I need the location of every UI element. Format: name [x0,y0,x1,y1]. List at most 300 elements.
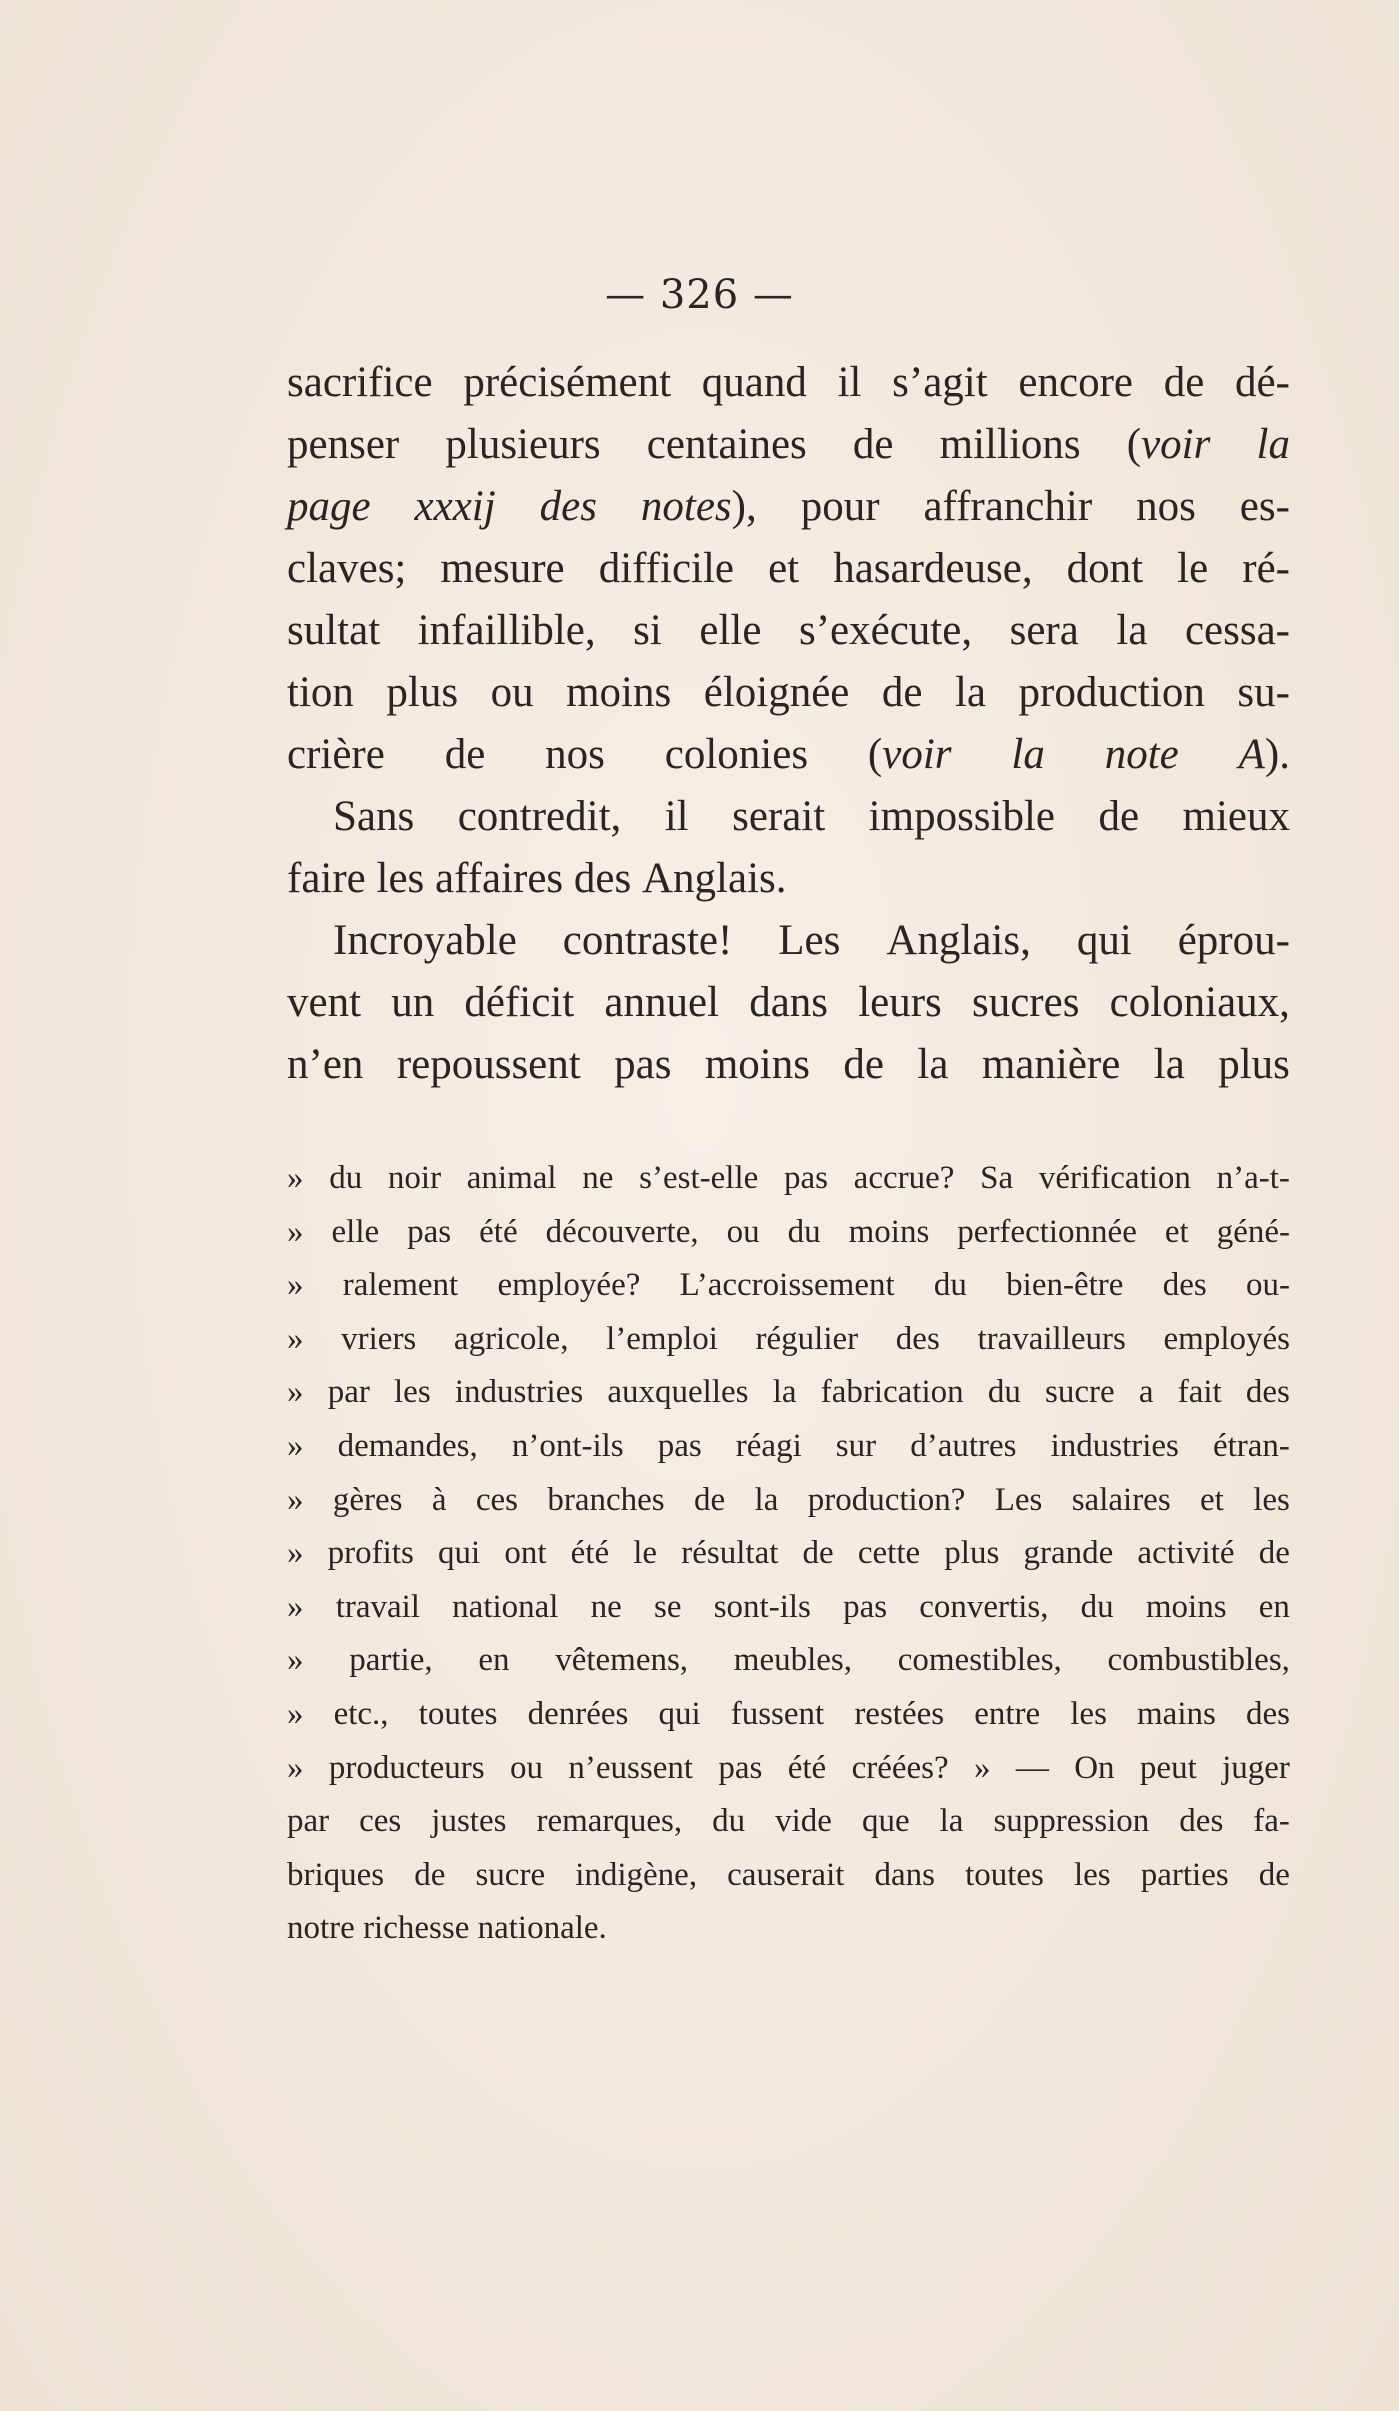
word [287,538,406,600]
italic-text: xxxij [414,483,496,530]
text: quand [701,359,807,406]
footnote-text-block [287,1152,1290,1956]
word [1235,352,1290,414]
text: ou [726,1213,760,1250]
word [454,1313,569,1367]
text: de [414,1856,446,1893]
word [582,1152,613,1206]
word [1140,1742,1197,1796]
word [808,1474,966,1528]
word [1164,1313,1290,1367]
text: » [287,1642,304,1679]
word [287,1420,304,1474]
word [566,662,671,724]
footnote-line [287,1849,1290,1903]
word [419,1688,498,1742]
text: n’a-t- [1216,1160,1290,1196]
text: causerait [727,1856,845,1893]
word [1018,352,1133,414]
main-text-line [287,662,1290,724]
word [1070,1688,1107,1742]
footnote-line [287,1420,1290,1474]
word [287,1902,355,1956]
text: sultat [287,607,381,654]
text: ces [475,1481,519,1518]
text: fa- [1253,1803,1290,1840]
word [478,1634,509,1688]
word [665,724,808,786]
text: de [1163,359,1205,406]
word [1178,910,1290,972]
word [838,352,862,414]
text: sucre [475,1856,546,1893]
text: les [1073,1856,1111,1893]
word [957,1206,1137,1260]
word [287,414,399,476]
text: résultat [681,1535,779,1572]
word [1067,538,1143,600]
word [607,1366,748,1420]
text: fait [1177,1374,1222,1411]
footnote-line [287,1313,1290,1367]
word [475,1849,545,1903]
word [1110,972,1290,1034]
word [1105,724,1179,786]
text: n’ont-ils [511,1427,624,1464]
word [1246,1688,1290,1742]
text: moins [848,1213,930,1250]
word [639,1152,758,1206]
text: comestibles, [897,1642,1062,1679]
text: ( [1126,421,1142,468]
word [1137,1688,1216,1742]
text: d’autres [910,1427,1017,1464]
text: s’exécute, [798,607,973,654]
word [773,1366,797,1420]
footnote-line [287,1206,1290,1260]
word [1246,1259,1290,1313]
word [394,1366,431,1420]
word [1077,910,1132,972]
main-text-line [287,910,1290,972]
text: pas [718,1749,763,1786]
text: mieux [1182,793,1290,840]
word [980,1152,1013,1206]
text: pas [843,1588,888,1625]
text: de [694,1481,726,1518]
main-text-line [287,1034,1290,1096]
text: du [1080,1588,1114,1625]
text: moins [566,669,672,716]
text: sont-ils [713,1588,811,1625]
word [568,1742,693,1796]
text: été [479,1213,518,1250]
text: production? [807,1481,966,1518]
word [1081,1581,1114,1635]
word [641,476,757,538]
text: toutes [965,1856,1044,1893]
word [287,1795,329,1849]
word [940,1795,964,1849]
text: vide [775,1803,832,1840]
word [287,1313,304,1367]
word [1011,724,1044,786]
text: grande [1023,1535,1114,1572]
word [604,972,719,1034]
text: il [664,793,689,840]
word [575,1849,697,1903]
text: richesse [363,1910,470,1947]
text: sur [835,1427,877,1464]
word [988,1366,1021,1420]
text: hasardeuse, [833,545,1033,592]
text: de [843,1041,884,1088]
word [718,1742,762,1796]
word [1016,1742,1049,1796]
word [476,1474,518,1528]
word [1006,1259,1123,1313]
word [654,1581,682,1635]
text: remarques, [536,1803,683,1840]
word [869,786,1055,848]
word [386,662,458,724]
main-text-line [287,476,1290,538]
text: sacrifice [287,359,433,406]
text: ou [490,669,534,716]
word [1074,1742,1114,1796]
text: tion [287,669,354,716]
text: dont [1066,545,1144,592]
text: de [444,731,486,778]
word [1257,414,1290,476]
word [712,1795,745,1849]
text: la [939,1803,964,1840]
text: cessa- [1184,607,1290,654]
word [910,1420,1016,1474]
word [287,1742,304,1796]
word [1023,1527,1113,1581]
text: indigène, [575,1856,698,1893]
word [694,1474,725,1528]
word [923,476,1092,538]
text: demandes, [337,1427,478,1464]
word [338,1420,478,1474]
text: s’est-elle [639,1160,759,1196]
word [993,1795,1149,1849]
main-text-line [287,786,1290,848]
text: plus [386,669,459,716]
text: colonies [664,731,809,778]
text: ). [1264,731,1290,778]
main-text-line [287,724,1290,786]
text: de [1258,1535,1290,1572]
text: repoussent [396,1041,581,1088]
main-text-line [287,848,1290,910]
word [704,662,850,724]
text: es- [1239,483,1290,530]
word [1164,352,1205,414]
footnote-line [287,1902,1290,1956]
word [438,1527,480,1581]
text: ), [731,483,757,530]
word [965,1849,1044,1903]
text: la [917,1041,949,1088]
text: restées [854,1695,945,1732]
text: contraste! [562,917,733,964]
text: employés [1163,1320,1290,1357]
text: On [1074,1749,1115,1786]
word [1137,1527,1234,1581]
word [1259,1527,1290,1581]
word [768,538,799,600]
text: vérification [1038,1160,1191,1196]
text: partie, [349,1642,433,1679]
word [788,1742,826,1796]
word [287,1259,304,1313]
word [727,1206,760,1260]
word [862,1795,910,1849]
word [287,600,380,662]
italic-text: la [1256,421,1290,468]
text: géné- [1216,1213,1290,1250]
word [333,910,517,972]
text: vriers [341,1320,417,1357]
text: ré- [1242,545,1290,592]
word [334,1688,389,1742]
word [1246,1366,1290,1420]
word [545,724,605,786]
word [1239,724,1290,786]
word [1127,414,1211,476]
text: entre [974,1695,1041,1732]
word [287,724,385,786]
word [1116,600,1147,662]
word [504,1527,546,1581]
word [1146,1581,1227,1635]
word [1136,476,1196,538]
text: » [287,1427,304,1464]
text: cette [857,1535,921,1572]
word [821,1366,964,1420]
text: » [287,1588,304,1625]
word [977,1313,1125,1367]
text: moins [1145,1588,1227,1625]
word [388,1152,441,1206]
word [287,972,361,1034]
word [287,1152,304,1206]
word [1240,476,1290,538]
word [647,414,807,476]
word [1139,1366,1154,1420]
text: elle [331,1213,380,1250]
text: industries [454,1374,584,1411]
italic-text: notes [640,483,732,530]
text: découverte, [545,1213,699,1250]
word [658,1688,700,1742]
word [1183,786,1290,848]
text: des [895,1320,940,1357]
text: de [881,669,923,716]
word [528,1688,629,1742]
text: régulier [755,1320,859,1357]
text: sucres [971,979,1080,1026]
word [512,1420,624,1474]
word [614,1034,671,1096]
word [886,910,1031,972]
word [606,1313,718,1367]
word [665,786,689,848]
word [1259,1849,1290,1903]
text: pas [657,1427,702,1464]
text: difficile [598,545,735,592]
word [287,662,354,724]
word [833,538,1032,600]
text: des [1245,1374,1290,1411]
word [633,600,662,662]
text: nos [545,731,605,778]
word [882,662,923,724]
text: déficit [464,979,575,1026]
word [1098,786,1139,848]
text: de [1258,1856,1290,1893]
text: contredit, [457,793,622,840]
text: pas [783,1160,828,1196]
main-text-line [287,414,1290,476]
word [749,972,828,1034]
word [974,1742,991,1796]
text: un [391,979,435,1026]
text: sera [1009,607,1079,654]
word [571,1527,609,1581]
word [418,600,596,662]
text: salaires [1071,1481,1171,1518]
text: l’emploi [606,1320,718,1357]
word [799,600,972,662]
text: plus [1218,1041,1290,1088]
word [491,662,534,724]
text: penser [287,421,400,468]
text: juger [1222,1749,1290,1786]
footnote-line [287,1581,1290,1635]
word [287,1527,304,1581]
text: mesure [440,545,565,592]
word [1200,1474,1224,1528]
word [1010,600,1079,662]
word [497,1259,640,1313]
text: elle [699,607,762,654]
word [974,1688,1040,1742]
text: réagi [735,1427,802,1464]
text: et [1164,1213,1189,1250]
text: qui [658,1695,701,1732]
text: et [1200,1481,1224,1518]
text: si [633,607,662,654]
footnote-line [287,1742,1290,1796]
text: des [573,855,632,902]
footnote-line [287,1527,1290,1581]
text: » [287,1535,304,1572]
word [1074,1849,1111,1903]
main-text-line [287,600,1290,662]
text: peut [1139,1749,1197,1786]
text: toutes [418,1695,498,1732]
text: industries [1050,1427,1179,1464]
word [1163,1259,1207,1313]
word [287,1366,304,1420]
word [555,1634,688,1688]
text: manière [981,1041,1121,1088]
word [445,724,486,786]
word [1213,1420,1290,1474]
italic-text: A [1238,731,1265,778]
word [445,414,600,476]
text: de [802,1535,834,1572]
text: n’en [287,1041,364,1088]
word [875,1849,936,1903]
word [287,476,371,538]
text: pas [407,1213,452,1250]
text: dans [874,1856,935,1893]
word [414,1849,445,1903]
word [1072,1474,1171,1528]
text: affaires [435,855,564,902]
word [333,1474,403,1528]
word [940,414,1081,476]
text: combustibles, [1107,1642,1290,1679]
text: en [1258,1588,1290,1625]
word [892,352,988,414]
main-text-line [287,972,1290,1034]
main-text-line [287,352,1290,414]
text: que [861,1803,910,1840]
word [329,1152,362,1206]
footnote-line [287,1474,1290,1528]
italic-text: voir [882,731,952,778]
word [1222,1742,1290,1796]
text: coloniaux, [1109,979,1290,1026]
text: accrue? [853,1160,955,1196]
text: la [772,1374,797,1411]
italic-text: voir [1141,421,1211,468]
text: bien-être [1006,1267,1124,1304]
text: du [933,1267,967,1304]
word [853,414,894,476]
word [732,786,825,848]
word [452,1581,558,1635]
word [680,1259,895,1313]
text: noir [387,1160,442,1196]
text: précisément [463,359,672,406]
text: etc., [333,1695,389,1732]
text: travail [335,1588,420,1625]
text: des [1162,1267,1207,1304]
text: producteurs [328,1749,485,1786]
italic-text: la [1011,731,1045,778]
word [546,1206,699,1260]
text: parties [1140,1856,1229,1893]
word [478,1902,607,1956]
word [328,1527,414,1581]
italic-text: page [287,483,371,530]
word [1039,1152,1191,1206]
word [898,1634,1062,1688]
text: encore [1018,359,1133,406]
footnote-line [287,1688,1290,1742]
text: ( [867,731,883,778]
text: les [1253,1481,1290,1518]
text: infaillible, [417,607,596,654]
word [736,1420,802,1474]
